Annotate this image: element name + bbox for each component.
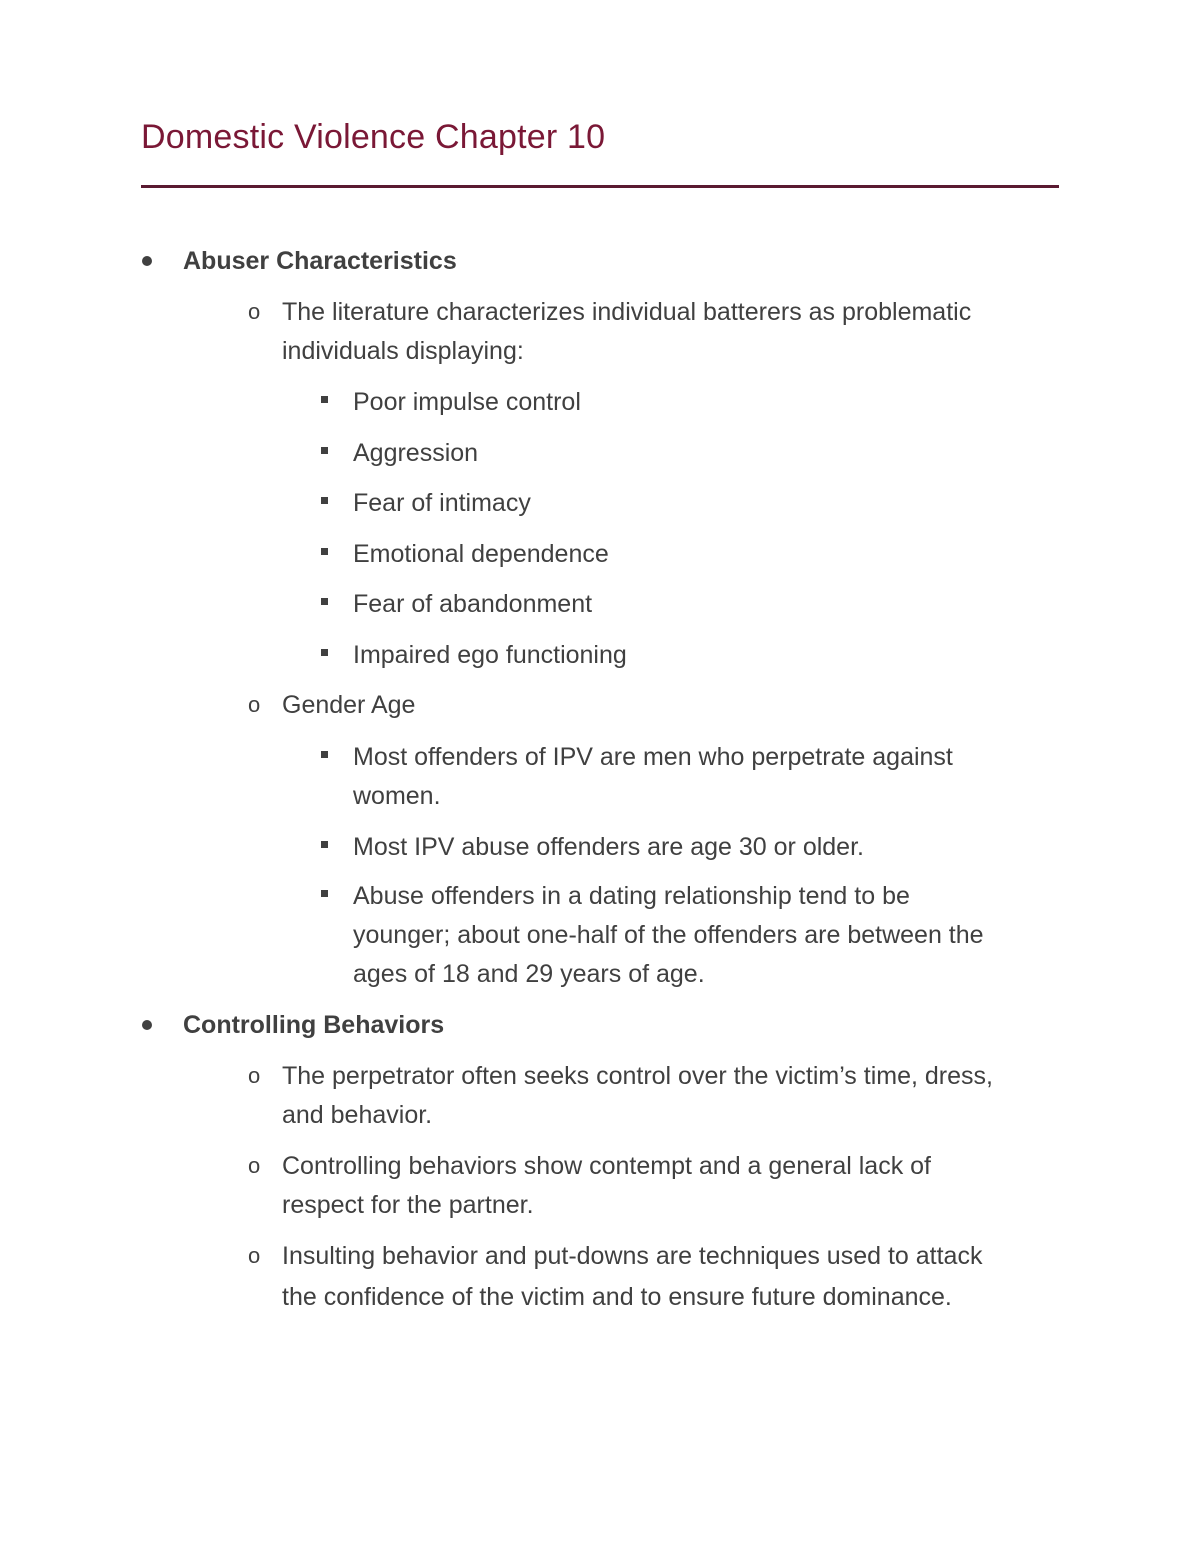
- bullet-circle-icon: o: [248, 1063, 261, 1088]
- bullet-square-icon: [321, 548, 328, 555]
- list-item: Poor impulse control: [353, 388, 581, 416]
- bullet-square-icon: [321, 841, 328, 848]
- page-title: Domestic Violence Chapter 10: [141, 118, 606, 156]
- list-item: Impaired ego functioning: [353, 641, 627, 669]
- list-item: Abuse offenders in a dating relationship tend to be: [353, 882, 910, 910]
- list-item-text: the confidence of the victim and to ensure future dominance.: [282, 1283, 952, 1311]
- list-item: women.: [353, 782, 441, 810]
- bullet-square-icon: [321, 497, 328, 504]
- list-item-text: The perpetrator often seeks control over the victim’s time, dress,: [282, 1062, 993, 1090]
- list-item-text: and behavior.: [282, 1101, 433, 1129]
- bullet-square-icon: [321, 598, 328, 605]
- bullet-disc-icon: [142, 256, 152, 266]
- list-item-text: Insulting behavior and put-downs are techniques used to attack: [282, 1242, 983, 1270]
- list-item-text: respect for the partner.: [282, 1191, 534, 1219]
- bullet-circle-icon: o: [248, 1153, 261, 1178]
- list-item-text: individuals displaying:: [282, 337, 524, 365]
- list-item: Most offenders of IPV are men who perpetrate against: [353, 743, 953, 771]
- list-item: Fear of intimacy: [353, 489, 531, 517]
- section-heading: Controlling Behaviors: [183, 1011, 445, 1039]
- list-item: Fear of abandonment: [353, 590, 593, 618]
- list-item: Most IPV abuse offenders are age 30 or older.: [353, 833, 864, 861]
- list-item: ages of 18 and 29 years of age.: [353, 960, 705, 988]
- bullet-square-icon: [321, 649, 328, 656]
- list-item-text: The literature characterizes individual batterers as problematic: [282, 298, 972, 326]
- section-heading: Abuser Characteristics: [183, 247, 457, 275]
- list-item: Aggression: [353, 439, 479, 467]
- bullet-circle-icon: o: [248, 692, 261, 717]
- list-item-text: Gender Age: [282, 691, 416, 719]
- bullet-circle-icon: o: [248, 1243, 261, 1268]
- list-item: younger; about one-half of the offenders are between the: [353, 921, 984, 949]
- bullet-circle-icon: o: [248, 299, 261, 324]
- list-item: Emotional dependence: [353, 540, 609, 568]
- bullet-square-icon: [321, 447, 328, 454]
- list-item-text: Controlling behaviors show contempt and a general lack of: [282, 1152, 931, 1180]
- bullet-disc-icon: [142, 1020, 152, 1030]
- bullet-square-icon: [321, 890, 328, 897]
- bullet-square-icon: [321, 396, 328, 403]
- bullet-square-icon: [321, 751, 328, 758]
